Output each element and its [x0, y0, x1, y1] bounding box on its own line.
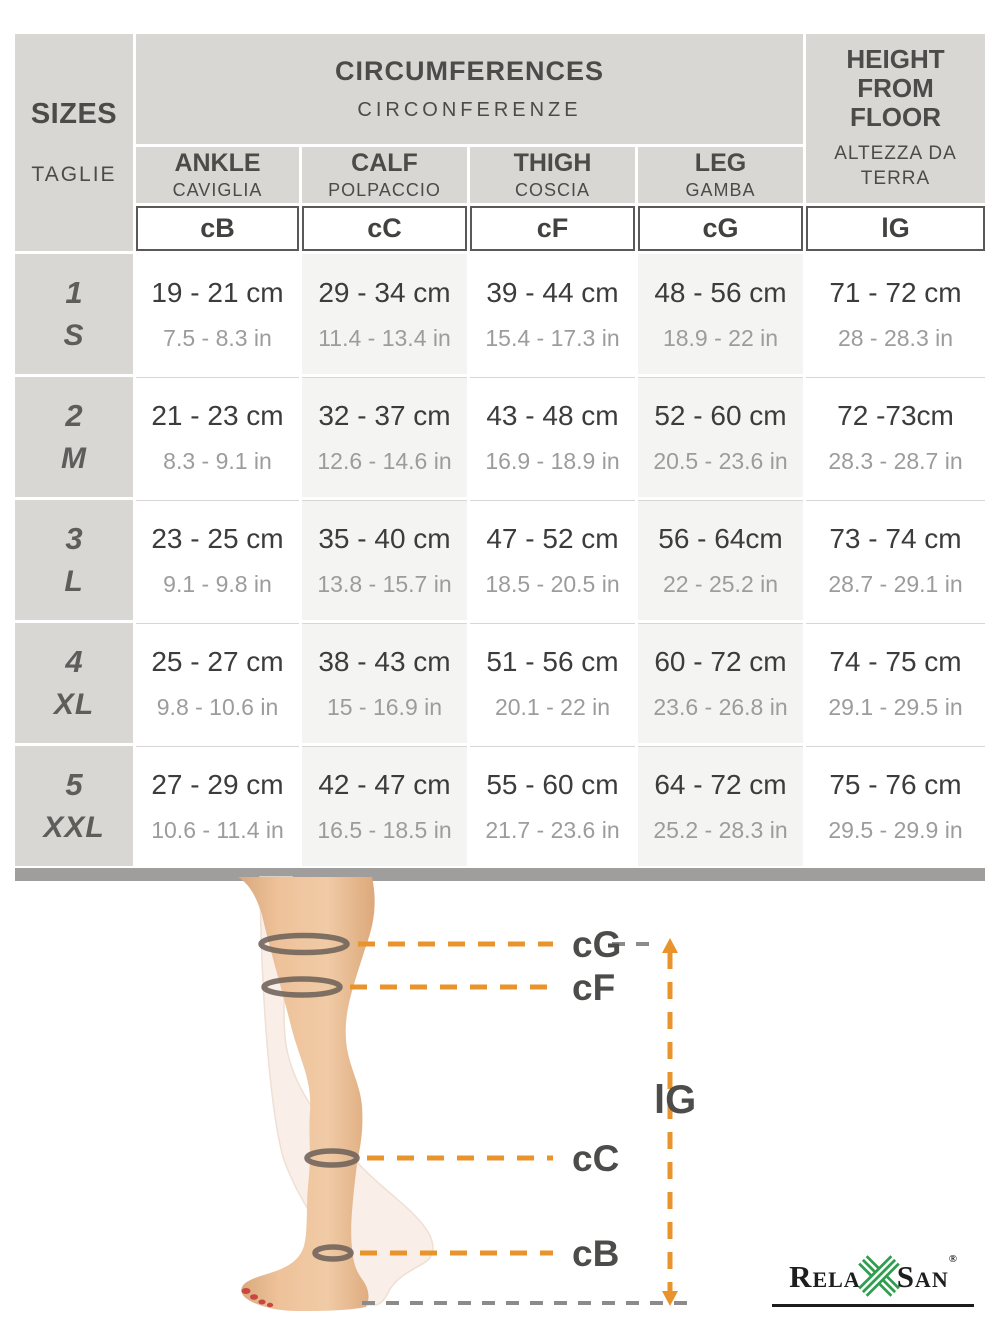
- size-number: 3: [65, 521, 83, 556]
- size-letter: L: [64, 565, 84, 598]
- cell-m-leg: 52 - 60 cm 20.5 - 23.6 in: [638, 377, 803, 497]
- label-cf: cF: [572, 967, 616, 1008]
- calf-label-it: POLPACCIO: [328, 180, 441, 200]
- calf-label-en: CALF: [351, 149, 418, 177]
- cell-xl-calf: 38 - 43 cm 15 - 16.9 in: [302, 623, 467, 743]
- ankle-label-en: ANKLE: [174, 149, 261, 177]
- sizes-label-it: TAGLIE: [31, 163, 117, 186]
- col-header-ankle: [136, 147, 299, 203]
- cell-m-ankle: 21 - 23 cm 8.3 - 9.1 in: [136, 377, 299, 497]
- code-cell-cg: cG: [638, 206, 803, 251]
- logo-x-icon: [858, 1255, 900, 1297]
- size-number: 5: [65, 767, 83, 802]
- label-cc: cC: [572, 1138, 620, 1179]
- cell-l-ankle: 23 - 25 cm 9.1 - 9.8 in: [136, 500, 299, 620]
- size-letter: XXL: [43, 811, 105, 844]
- registered-mark: ®: [948, 1253, 957, 1265]
- logo-text-right: San: [896, 1258, 949, 1294]
- cell-l-thigh: 47 - 52 cm 18.5 - 20.5 in: [470, 500, 635, 620]
- leg-label-it: GAMBA: [685, 180, 756, 200]
- cell-m-height: 72 -73cm 28.3 - 28.7 in: [806, 377, 985, 497]
- size-row-2: [15, 377, 133, 497]
- ankle-label-it: CAVIGLIA: [172, 180, 263, 200]
- size-row-1: [15, 254, 133, 374]
- thigh-label-en: THIGH: [513, 149, 592, 177]
- cell-xxl-ankle: 27 - 29 cm 10.6 - 11.4 in: [136, 746, 299, 866]
- size-row-3: [15, 500, 133, 620]
- size-row-4: [15, 623, 133, 743]
- size-letter: M: [61, 442, 87, 475]
- circumferences-header-cell: [136, 34, 803, 144]
- size-number: 4: [65, 644, 83, 679]
- cell-xxl-thigh: 55 - 60 cm 21.7 - 23.6 in: [470, 746, 635, 866]
- relaxsan-logo: [772, 1252, 974, 1307]
- cell-m-calf: 32 - 37 cm 12.6 - 14.6 in: [302, 377, 467, 497]
- cell-xl-thigh: 51 - 56 cm 20.1 - 22 in: [470, 623, 635, 743]
- circumferences-label-it: CIRCONFERENZE: [357, 99, 582, 121]
- cell-s-height: 71 - 72 cm 28 - 28.3 in: [806, 254, 985, 374]
- size-row-5: [15, 746, 133, 866]
- circumferences-label-en: CIRCUMFERENCES: [334, 56, 604, 86]
- cell-s-calf: 29 - 34 cm 11.4 - 13.4 in: [302, 254, 467, 374]
- logo-text-left: Rela: [789, 1258, 861, 1294]
- cell-xxl-leg: 64 - 72 cm 25.2 - 28.3 in: [638, 746, 803, 866]
- code-cell-cc: cC: [302, 206, 467, 251]
- diagram-labels: [572, 924, 696, 1274]
- height-label-it: ALTEZZA DA TERRA: [834, 143, 957, 190]
- leg-label-en: LEG: [694, 149, 747, 177]
- cell-l-leg: 56 - 64cm 22 - 25.2 in: [638, 500, 803, 620]
- cell-xl-ankle: 25 - 27 cm 9.8 - 10.6 in: [136, 623, 299, 743]
- cell-s-leg: 48 - 56 cm 18.9 - 22 in: [638, 254, 803, 374]
- cell-xxl-height: 75 - 76 cm 29.5 - 29.9 in: [806, 746, 985, 866]
- label-lg: lG: [654, 1078, 697, 1122]
- label-cb: cB: [572, 1233, 620, 1274]
- cell-xl-leg: 60 - 72 cm 23.6 - 26.8 in: [638, 623, 803, 743]
- thigh-label-it: COSCIA: [514, 180, 590, 200]
- size-number: 2: [65, 398, 83, 433]
- code-cell-cf: cF: [470, 206, 635, 251]
- sizes-header-cell: [15, 34, 133, 251]
- label-cg: cG: [572, 924, 622, 965]
- sizes-label-en: SIZES: [30, 98, 118, 130]
- cell-s-thigh: 39 - 44 cm 15.4 - 17.3 in: [470, 254, 635, 374]
- col-header-leg: [638, 147, 803, 203]
- cell-xxl-calf: 42 - 47 cm 16.5 - 18.5 in: [302, 746, 467, 866]
- code-cell-cb: cB: [136, 206, 299, 251]
- size-letter: XL: [53, 688, 95, 721]
- cell-s-ankle: 19 - 21 cm 7.5 - 8.3 in: [136, 254, 299, 374]
- size-number: 1: [65, 275, 83, 310]
- size-letter: S: [63, 319, 85, 352]
- height-label-en: HEIGHT FROM FLOOR: [846, 44, 945, 133]
- cell-m-thigh: 43 - 48 cm 16.9 - 18.9 in: [470, 377, 635, 497]
- code-cell-lg: lG: [806, 206, 985, 251]
- cell-l-height: 73 - 74 cm 28.7 - 29.1 in: [806, 500, 985, 620]
- col-header-calf: [302, 147, 467, 203]
- size-table: [15, 34, 985, 866]
- arrow-up: [662, 938, 678, 953]
- height-header-cell: [806, 34, 985, 203]
- col-header-thigh: [470, 147, 635, 203]
- cell-xl-height: 74 - 75 cm 29.1 - 29.5 in: [806, 623, 985, 743]
- cell-l-calf: 35 - 40 cm 13.8 - 15.7 in: [302, 500, 467, 620]
